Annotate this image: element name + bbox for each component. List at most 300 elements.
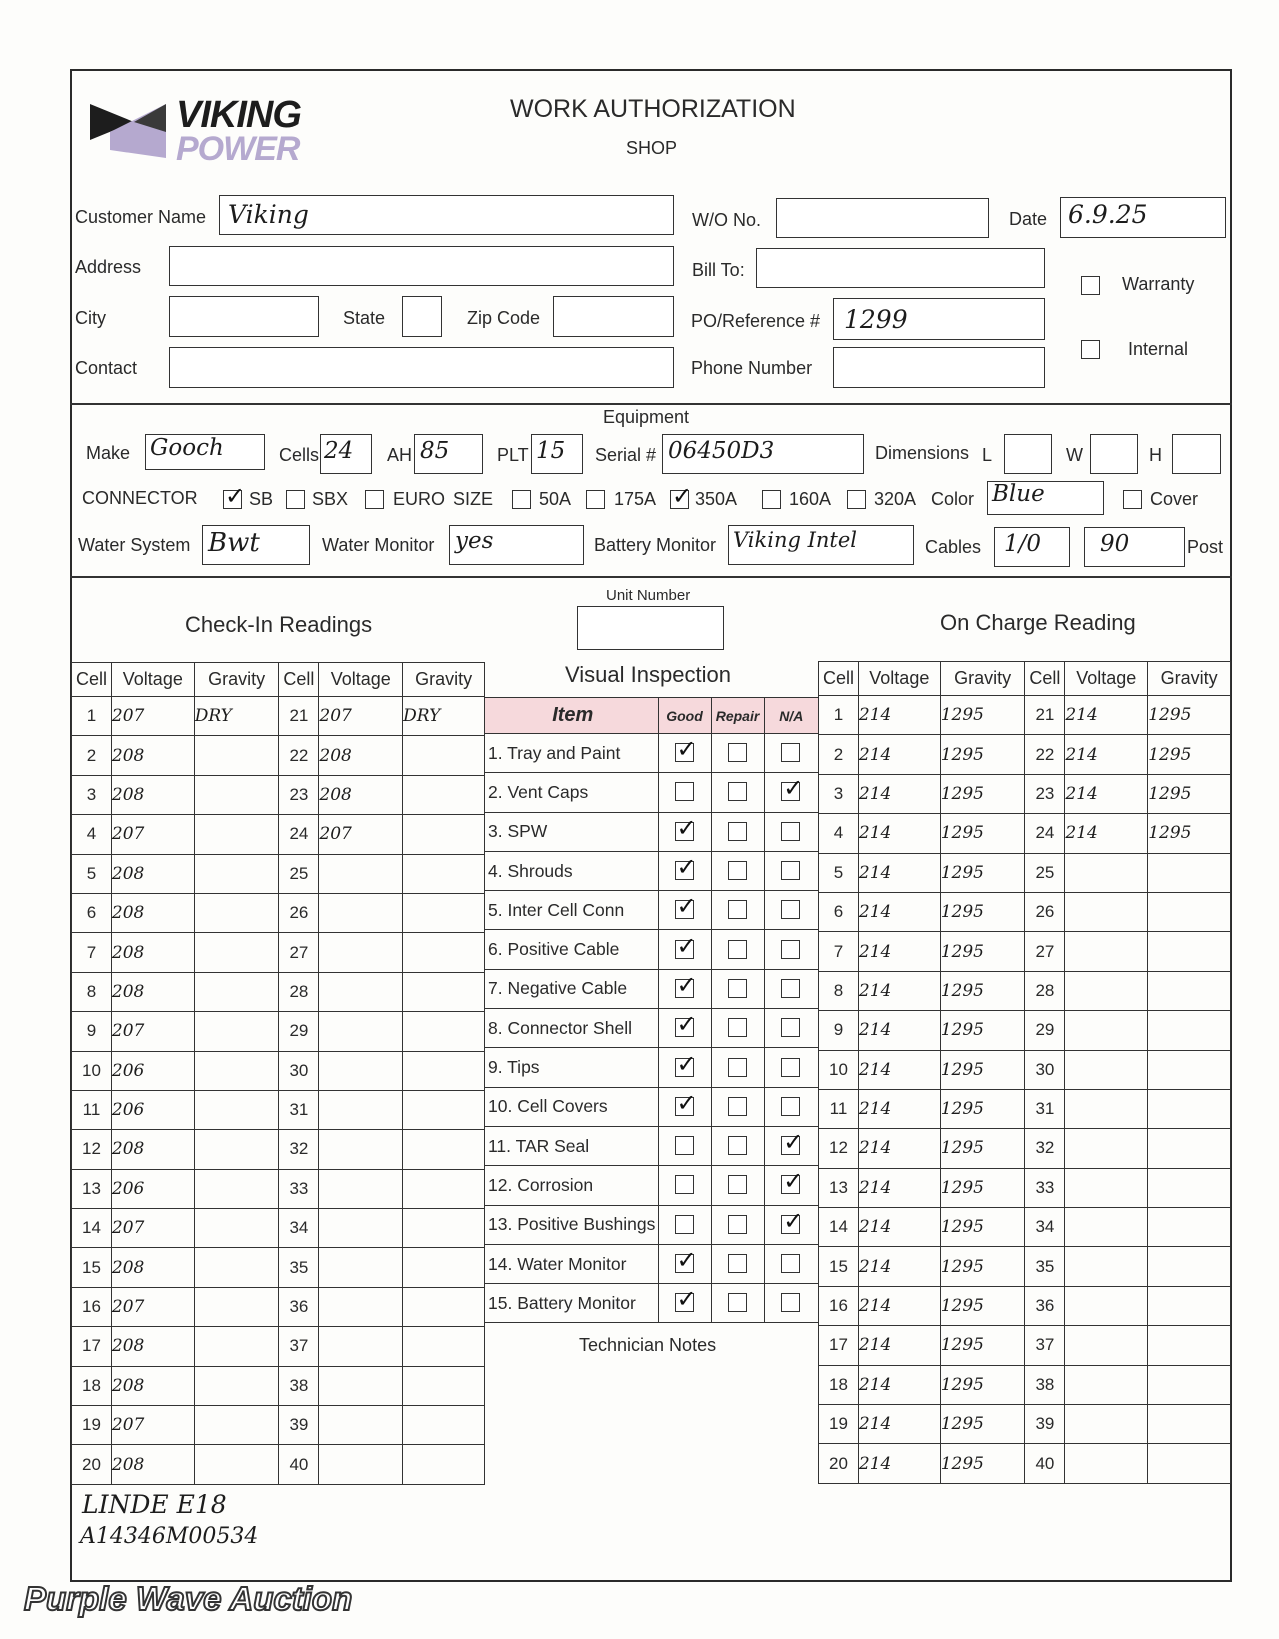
checkin-voltage[interactable] (319, 1090, 403, 1129)
320a-label: 320A (874, 489, 917, 509)
checkin-voltage[interactable]: 208 (319, 775, 403, 814)
oncharge-gravity[interactable] (1148, 1208, 1231, 1247)
dim-l-field[interactable] (1004, 434, 1052, 474)
oncharge-gravity[interactable] (1148, 1129, 1231, 1168)
visual-na-checkbox[interactable] (781, 822, 800, 841)
oncharge-voltage[interactable] (1065, 1365, 1148, 1404)
oncharge-voltage[interactable]: 214 (858, 696, 940, 735)
oncharge-voltage[interactable]: 214 (858, 1050, 940, 1089)
visual-na-cell (764, 1048, 818, 1087)
oncharge-gravity[interactable]: 1295 (940, 853, 1025, 892)
checkin-voltage[interactable]: 208 (111, 1445, 194, 1484)
visual-na-checkbox[interactable] (781, 979, 800, 998)
visual-na-checkbox[interactable] (781, 1097, 800, 1116)
checkin-voltage[interactable] (319, 1051, 403, 1090)
checkin-gravity[interactable] (403, 933, 485, 972)
dim-w-field[interactable] (1090, 434, 1138, 474)
oncharge-gravity[interactable] (1148, 1405, 1231, 1444)
checkin-voltage[interactable]: 208 (111, 972, 194, 1011)
sbx-checkbox[interactable] (286, 490, 305, 509)
visual-good-checkbox[interactable] (675, 1175, 694, 1194)
checkin-gravity[interactable] (194, 736, 279, 775)
checkin-voltage[interactable]: 208 (111, 1248, 194, 1287)
checkin-gravity[interactable] (194, 1209, 279, 1248)
checkin-voltage[interactable]: 206 (111, 1051, 194, 1090)
checkin-cell-number: 14 (72, 1209, 112, 1248)
oncharge-row (819, 1444, 1231, 1483)
visual-good-checkbox[interactable] (675, 1018, 694, 1037)
warranty-checkbox[interactable] (1081, 276, 1100, 295)
oncharge-voltage[interactable]: 214 (858, 1168, 940, 1207)
oncharge-voltage[interactable] (1065, 1405, 1148, 1444)
oncharge-gravity[interactable]: 1295 (940, 1405, 1025, 1444)
oncharge-row (819, 1365, 1231, 1404)
checkin-voltage[interactable] (319, 854, 403, 893)
visual-repair-checkbox[interactable] (728, 1136, 747, 1155)
oncharge-voltage[interactable] (1065, 1326, 1148, 1365)
oncharge-voltage[interactable] (1065, 1129, 1148, 1168)
checkin-gravity[interactable] (403, 1287, 485, 1326)
make-label: Make (86, 443, 131, 463)
phone-label: Phone Number (691, 358, 813, 378)
oncharge-gravity[interactable]: 1295 (940, 1129, 1025, 1168)
internal-checkbox[interactable] (1081, 340, 1100, 359)
checkin-cell-number: 13 (72, 1169, 112, 1208)
175a-label: 175A (614, 489, 657, 509)
oncharge-gravity[interactable]: 1295 (940, 1444, 1025, 1483)
oncharge-voltage[interactable] (1065, 1286, 1148, 1325)
oncharge-gravity[interactable]: 1295 (940, 892, 1025, 931)
visual-na-checkbox[interactable] (781, 1136, 800, 1155)
visual-na-checkbox[interactable] (781, 900, 800, 919)
checkin-voltage[interactable] (319, 933, 403, 972)
wo-label: W/O No. (692, 210, 762, 230)
oncharge-voltage[interactable]: 214 (858, 1365, 940, 1404)
checkin-gravity[interactable] (403, 1406, 485, 1445)
350a-checkbox[interactable] (670, 490, 689, 509)
visual-good-cell (658, 1126, 711, 1165)
checkin-gravity[interactable] (194, 1366, 279, 1405)
address-field[interactable] (169, 246, 674, 286)
bill-to-field[interactable] (756, 248, 1045, 288)
checkin-gravity[interactable] (194, 893, 279, 932)
oncharge-voltage[interactable] (1065, 1089, 1148, 1128)
checkin-voltage[interactable] (319, 1406, 403, 1445)
checkin-row (72, 1090, 485, 1129)
oncharge-row (819, 814, 1231, 853)
visual-good-checkbox[interactable] (675, 1058, 694, 1077)
visual-repair-checkbox[interactable] (728, 822, 747, 841)
visual-repair-checkbox[interactable] (728, 979, 747, 998)
checkin-row (72, 1169, 485, 1208)
visual-repair-cell (711, 1087, 764, 1126)
visual-good-cell (658, 1244, 711, 1283)
checkin-gravity[interactable] (194, 1130, 279, 1169)
visual-repair-checkbox[interactable] (728, 1018, 747, 1037)
visual-repair-checkbox[interactable] (728, 1097, 747, 1116)
checkin-voltage[interactable]: 208 (111, 1327, 194, 1366)
oncharge-cell-number: 31 (1025, 1089, 1065, 1128)
visual-good-checkbox[interactable] (675, 900, 694, 919)
oncharge-gravity[interactable]: 1295 (940, 932, 1025, 971)
oncharge-voltage[interactable] (1065, 853, 1148, 892)
euro-checkbox[interactable] (365, 490, 384, 509)
checkin-voltage[interactable]: 207 (111, 1209, 194, 1248)
visual-repair-checkbox[interactable] (728, 1215, 747, 1234)
checkin-cell-number: 12 (72, 1130, 112, 1169)
visual-repair-checkbox[interactable] (728, 1293, 747, 1312)
visual-repair-checkbox[interactable] (728, 1254, 747, 1273)
oncharge-voltage[interactable] (1065, 1050, 1148, 1089)
checkin-cell-number: 1 (72, 697, 112, 736)
bill-to-label: Bill To: (692, 260, 745, 280)
oncharge-voltage[interactable]: 214 (1065, 814, 1148, 853)
checkin-gravity[interactable] (194, 775, 279, 814)
oncharge-gravity[interactable]: 1295 (940, 814, 1025, 853)
oncharge-gravity[interactable]: 1295 (940, 971, 1025, 1010)
oncharge-gravity[interactable] (1148, 892, 1231, 931)
checkin-gravity[interactable] (194, 933, 279, 972)
checkin-gravity[interactable] (194, 972, 279, 1011)
visual-repair-cell (711, 1166, 764, 1205)
checkin-gravity[interactable] (403, 1012, 485, 1051)
checkin-voltage[interactable]: 206 (111, 1090, 194, 1129)
checkin-col-voltage-2: Voltage (319, 663, 403, 697)
oncharge-gravity[interactable] (1148, 1050, 1231, 1089)
wo-field[interactable] (776, 198, 989, 238)
dim-h-label: H (1149, 445, 1162, 465)
oncharge-gravity[interactable] (1148, 1326, 1231, 1365)
oncharge-row (819, 1129, 1231, 1168)
visual-repair-checkbox[interactable] (728, 940, 747, 959)
visual-repair-checkbox[interactable] (728, 861, 747, 880)
checkin-gravity[interactable] (403, 1445, 485, 1484)
checkin-gravity[interactable] (194, 1445, 279, 1484)
visual-na-checkbox[interactable] (781, 1293, 800, 1312)
checkin-voltage[interactable] (319, 972, 403, 1011)
oncharge-voltage[interactable]: 214 (858, 1444, 940, 1483)
oncharge-voltage[interactable]: 214 (858, 1089, 940, 1128)
checkin-voltage[interactable]: 208 (111, 736, 194, 775)
visual-item-row (485, 1244, 818, 1283)
oncharge-gravity[interactable] (1148, 1089, 1231, 1128)
checkin-gravity[interactable] (403, 972, 485, 1011)
checkin-voltage[interactable] (319, 1287, 403, 1326)
oncharge-gravity[interactable] (1148, 932, 1231, 971)
checkin-gravity[interactable] (194, 1327, 279, 1366)
oncharge-gravity[interactable]: 1295 (940, 1247, 1025, 1286)
oncharge-gravity[interactable]: 1295 (940, 735, 1025, 774)
checkin-cell-number: 2 (72, 736, 112, 775)
sb-checkbox[interactable] (223, 490, 242, 509)
checkin-gravity[interactable] (194, 1169, 279, 1208)
oncharge-gravity[interactable] (1148, 1365, 1231, 1404)
oncharge-cell-number: 30 (1025, 1050, 1065, 1089)
visual-col-na: N/A (764, 698, 818, 734)
oncharge-cell-number: 34 (1025, 1208, 1065, 1247)
checkin-row (72, 1012, 485, 1051)
checkin-gravity[interactable] (194, 1287, 279, 1326)
oncharge-voltage[interactable] (1065, 1011, 1148, 1050)
visual-na-checkbox[interactable] (781, 1215, 800, 1234)
equipment-label: Equipment (603, 407, 690, 427)
oncharge-gravity[interactable] (1148, 853, 1231, 892)
oncharge-gravity[interactable]: 1295 (940, 1208, 1025, 1247)
oncharge-title: On Charge Reading (940, 610, 1136, 635)
oncharge-gravity[interactable]: 1295 (1148, 774, 1231, 813)
oncharge-gravity[interactable] (1148, 1247, 1231, 1286)
checkin-voltage[interactable] (319, 1248, 403, 1287)
oncharge-voltage[interactable]: 214 (858, 735, 940, 774)
checkin-gravity[interactable] (403, 1209, 485, 1248)
checkin-cell-number: 39 (279, 1406, 319, 1445)
160a-checkbox[interactable] (762, 490, 781, 509)
checkin-cell-number: 20 (72, 1445, 112, 1484)
water-monitor-value: yes (455, 528, 494, 554)
checkin-row (72, 697, 485, 736)
oncharge-gravity[interactable]: 1295 (940, 1011, 1025, 1050)
visual-repair-checkbox[interactable] (728, 1058, 747, 1077)
oncharge-voltage[interactable]: 214 (858, 1286, 940, 1325)
checkin-row (72, 1248, 485, 1287)
oncharge-voltage[interactable]: 214 (1065, 774, 1148, 813)
checkin-gravity[interactable] (194, 815, 279, 854)
visual-good-checkbox[interactable] (675, 1293, 694, 1312)
oncharge-gravity[interactable]: 1295 (1148, 814, 1231, 853)
oncharge-gravity[interactable] (1148, 971, 1231, 1010)
checkin-gravity[interactable] (403, 1130, 485, 1169)
checkin-gravity[interactable] (403, 1248, 485, 1287)
checkin-voltage[interactable] (319, 1130, 403, 1169)
visual-repair-checkbox[interactable] (728, 743, 747, 762)
visual-repair-checkbox[interactable] (728, 1175, 747, 1194)
visual-good-cell (658, 773, 711, 812)
checkin-voltage[interactable]: 208 (111, 854, 194, 893)
checkin-gravity[interactable] (403, 775, 485, 814)
checkin-gravity[interactable] (194, 854, 279, 893)
checkin-voltage[interactable]: 208 (319, 736, 403, 775)
oncharge-voltage[interactable] (1065, 1444, 1148, 1483)
checkin-gravity[interactable] (403, 815, 485, 854)
checkin-gravity[interactable] (403, 1051, 485, 1090)
visual-repair-checkbox[interactable] (728, 782, 747, 801)
320a-checkbox[interactable] (847, 490, 866, 509)
checkin-voltage[interactable]: 208 (111, 893, 194, 932)
checkin-gravity[interactable] (194, 1406, 279, 1445)
oncharge-gravity[interactable] (1148, 1444, 1231, 1483)
city-label: City (75, 308, 106, 328)
city-field[interactable] (169, 296, 319, 337)
oncharge-cell-number: 3 (819, 774, 859, 813)
cover-checkbox[interactable] (1123, 490, 1142, 509)
unit-number-field[interactable] (577, 606, 724, 650)
checkin-voltage[interactable] (319, 1169, 403, 1208)
checkin-gravity[interactable] (194, 1051, 279, 1090)
oncharge-col-gravity-2: Gravity (1148, 662, 1231, 696)
visual-good-checkbox[interactable] (675, 743, 694, 762)
checkin-cell-number: 15 (72, 1248, 112, 1287)
oncharge-voltage[interactable]: 214 (858, 1011, 940, 1050)
visual-na-cell (764, 851, 818, 890)
oncharge-gravity[interactable] (1148, 1168, 1231, 1207)
checkin-cell-number: 7 (72, 933, 112, 972)
checkin-gravity[interactable] (194, 1248, 279, 1287)
oncharge-gravity[interactable]: 1295 (1148, 696, 1231, 735)
connector-label: CONNECTOR (82, 488, 198, 508)
checkin-gravity[interactable] (403, 893, 485, 932)
checkin-gravity[interactable] (194, 1012, 279, 1051)
checkin-voltage[interactable]: 207 (319, 697, 403, 736)
oncharge-voltage[interactable]: 214 (858, 1405, 940, 1444)
checkin-voltage[interactable]: 207 (111, 697, 194, 736)
175a-checkbox[interactable] (586, 490, 605, 509)
serial-label: Serial # (595, 445, 657, 465)
oncharge-col-gravity: Gravity (940, 662, 1025, 696)
checkin-voltage[interactable] (319, 1012, 403, 1051)
phone-field[interactable] (833, 347, 1045, 388)
oncharge-voltage[interactable]: 214 (858, 1129, 940, 1168)
checkin-voltage[interactable]: 206 (111, 1169, 194, 1208)
dimensions-label: Dimensions (875, 443, 970, 463)
oncharge-gravity[interactable]: 1295 (940, 1168, 1025, 1207)
visual-na-checkbox[interactable] (781, 940, 800, 959)
visual-good-checkbox[interactable] (675, 1215, 694, 1234)
visual-repair-checkbox[interactable] (728, 900, 747, 919)
checkin-voltage[interactable]: 208 (111, 933, 194, 972)
checkin-voltage[interactable]: 207 (111, 815, 194, 854)
oncharge-cell-number: 25 (1025, 853, 1065, 892)
oncharge-gravity[interactable]: 1295 (1148, 735, 1231, 774)
oncharge-row (819, 1168, 1231, 1207)
visual-na-checkbox[interactable] (781, 1254, 800, 1273)
oncharge-voltage[interactable]: 214 (858, 853, 940, 892)
oncharge-voltage[interactable] (1065, 1208, 1148, 1247)
oncharge-row (819, 1286, 1231, 1325)
checkin-cell-number: 27 (279, 933, 319, 972)
checkin-row (72, 775, 485, 814)
oncharge-voltage[interactable] (1065, 971, 1148, 1010)
checkin-voltage[interactable] (319, 1445, 403, 1484)
visual-good-checkbox[interactable] (675, 1097, 694, 1116)
contact-field[interactable] (169, 347, 674, 388)
po-value: 1299 (844, 305, 908, 334)
oncharge-voltage[interactable]: 214 (858, 971, 940, 1010)
oncharge-table (818, 661, 1231, 1484)
visual-na-cell (764, 1166, 818, 1205)
oncharge-gravity[interactable]: 1295 (940, 774, 1025, 813)
checkin-voltage[interactable]: 207 (319, 815, 403, 854)
checkin-gravity[interactable] (403, 1090, 485, 1129)
serial-value: 06450D3 (668, 438, 775, 464)
oncharge-voltage[interactable]: 214 (858, 1326, 940, 1365)
state-field[interactable] (402, 296, 442, 337)
checkin-voltage[interactable] (319, 1327, 403, 1366)
checkin-cell-number: 34 (279, 1209, 319, 1248)
visual-na-checkbox[interactable] (781, 861, 800, 880)
oncharge-gravity[interactable]: 1295 (940, 696, 1025, 735)
visual-na-checkbox[interactable] (781, 1018, 800, 1037)
checkin-cell-number: 17 (72, 1327, 112, 1366)
water-system-value: Bwt (208, 528, 260, 558)
checkin-voltage[interactable]: 207 (111, 1287, 194, 1326)
oncharge-voltage[interactable]: 214 (1065, 696, 1148, 735)
oncharge-gravity[interactable]: 1295 (940, 1286, 1025, 1325)
oncharge-row (819, 971, 1231, 1010)
zip-field[interactable] (553, 296, 674, 337)
oncharge-gravity[interactable]: 1295 (940, 1050, 1025, 1089)
oncharge-voltage[interactable]: 214 (858, 1208, 940, 1247)
visual-na-checkbox[interactable] (781, 1175, 800, 1194)
visual-item-label: 8. Connector Shell (485, 1009, 658, 1048)
checkin-gravity[interactable] (403, 1327, 485, 1366)
checkin-gravity[interactable]: DRY (403, 697, 485, 736)
euro-label: EURO (393, 489, 446, 509)
visual-good-checkbox[interactable] (675, 822, 694, 841)
visual-repair-cell (711, 1205, 764, 1244)
checkin-voltage[interactable]: 207 (111, 1406, 194, 1445)
oncharge-gravity[interactable]: 1295 (940, 1326, 1025, 1365)
checkin-voltage[interactable]: 208 (111, 775, 194, 814)
checkin-gravity[interactable] (194, 1090, 279, 1129)
oncharge-voltage[interactable] (1065, 1168, 1148, 1207)
checkin-gravity[interactable] (403, 854, 485, 893)
visual-good-cell (658, 969, 711, 1008)
oncharge-voltage[interactable] (1065, 932, 1148, 971)
oncharge-cell-number: 5 (819, 853, 859, 892)
visual-good-checkbox[interactable] (675, 782, 694, 801)
visual-good-checkbox[interactable] (675, 1136, 694, 1155)
oncharge-col-cell: Cell (819, 662, 859, 696)
visual-na-checkbox[interactable] (781, 743, 800, 762)
dim-h-field[interactable] (1172, 434, 1221, 474)
checkin-col-gravity: Gravity (194, 663, 279, 697)
visual-na-checkbox[interactable] (781, 782, 800, 801)
checkin-gravity[interactable] (403, 1169, 485, 1208)
oncharge-cell-number: 12 (819, 1129, 859, 1168)
oncharge-gravity[interactable] (1148, 1286, 1231, 1325)
checkin-voltage[interactable]: 208 (111, 1130, 194, 1169)
oncharge-voltage[interactable] (1065, 892, 1148, 931)
visual-na-cell (764, 1009, 818, 1048)
visual-good-checkbox[interactable] (675, 940, 694, 959)
oncharge-voltage[interactable]: 214 (1065, 735, 1148, 774)
oncharge-voltage[interactable]: 214 (858, 774, 940, 813)
oncharge-voltage[interactable]: 214 (858, 1247, 940, 1286)
checkin-cell-number: 30 (279, 1051, 319, 1090)
section-divider (70, 403, 1232, 405)
checkin-voltage[interactable] (319, 1366, 403, 1405)
oncharge-gravity[interactable]: 1295 (940, 1089, 1025, 1128)
visual-good-checkbox[interactable] (675, 979, 694, 998)
checkin-voltage[interactable]: 208 (111, 1366, 194, 1405)
oncharge-gravity[interactable] (1148, 1011, 1231, 1050)
checkin-voltage[interactable] (319, 1209, 403, 1248)
checkin-gravity[interactable] (403, 736, 485, 775)
checkin-voltage[interactable]: 207 (111, 1012, 194, 1051)
visual-good-checkbox[interactable] (675, 1254, 694, 1273)
checkin-gravity[interactable] (403, 1366, 485, 1405)
50a-checkbox[interactable] (512, 490, 531, 509)
checkin-gravity[interactable]: DRY (194, 697, 279, 736)
visual-na-checkbox[interactable] (781, 1058, 800, 1077)
oncharge-gravity[interactable]: 1295 (940, 1365, 1025, 1404)
visual-good-checkbox[interactable] (675, 861, 694, 880)
checkin-voltage[interactable] (319, 893, 403, 932)
oncharge-voltage[interactable] (1065, 1247, 1148, 1286)
oncharge-voltage[interactable]: 214 (858, 932, 940, 971)
oncharge-voltage[interactable]: 214 (858, 892, 940, 931)
oncharge-voltage[interactable]: 214 (858, 814, 940, 853)
